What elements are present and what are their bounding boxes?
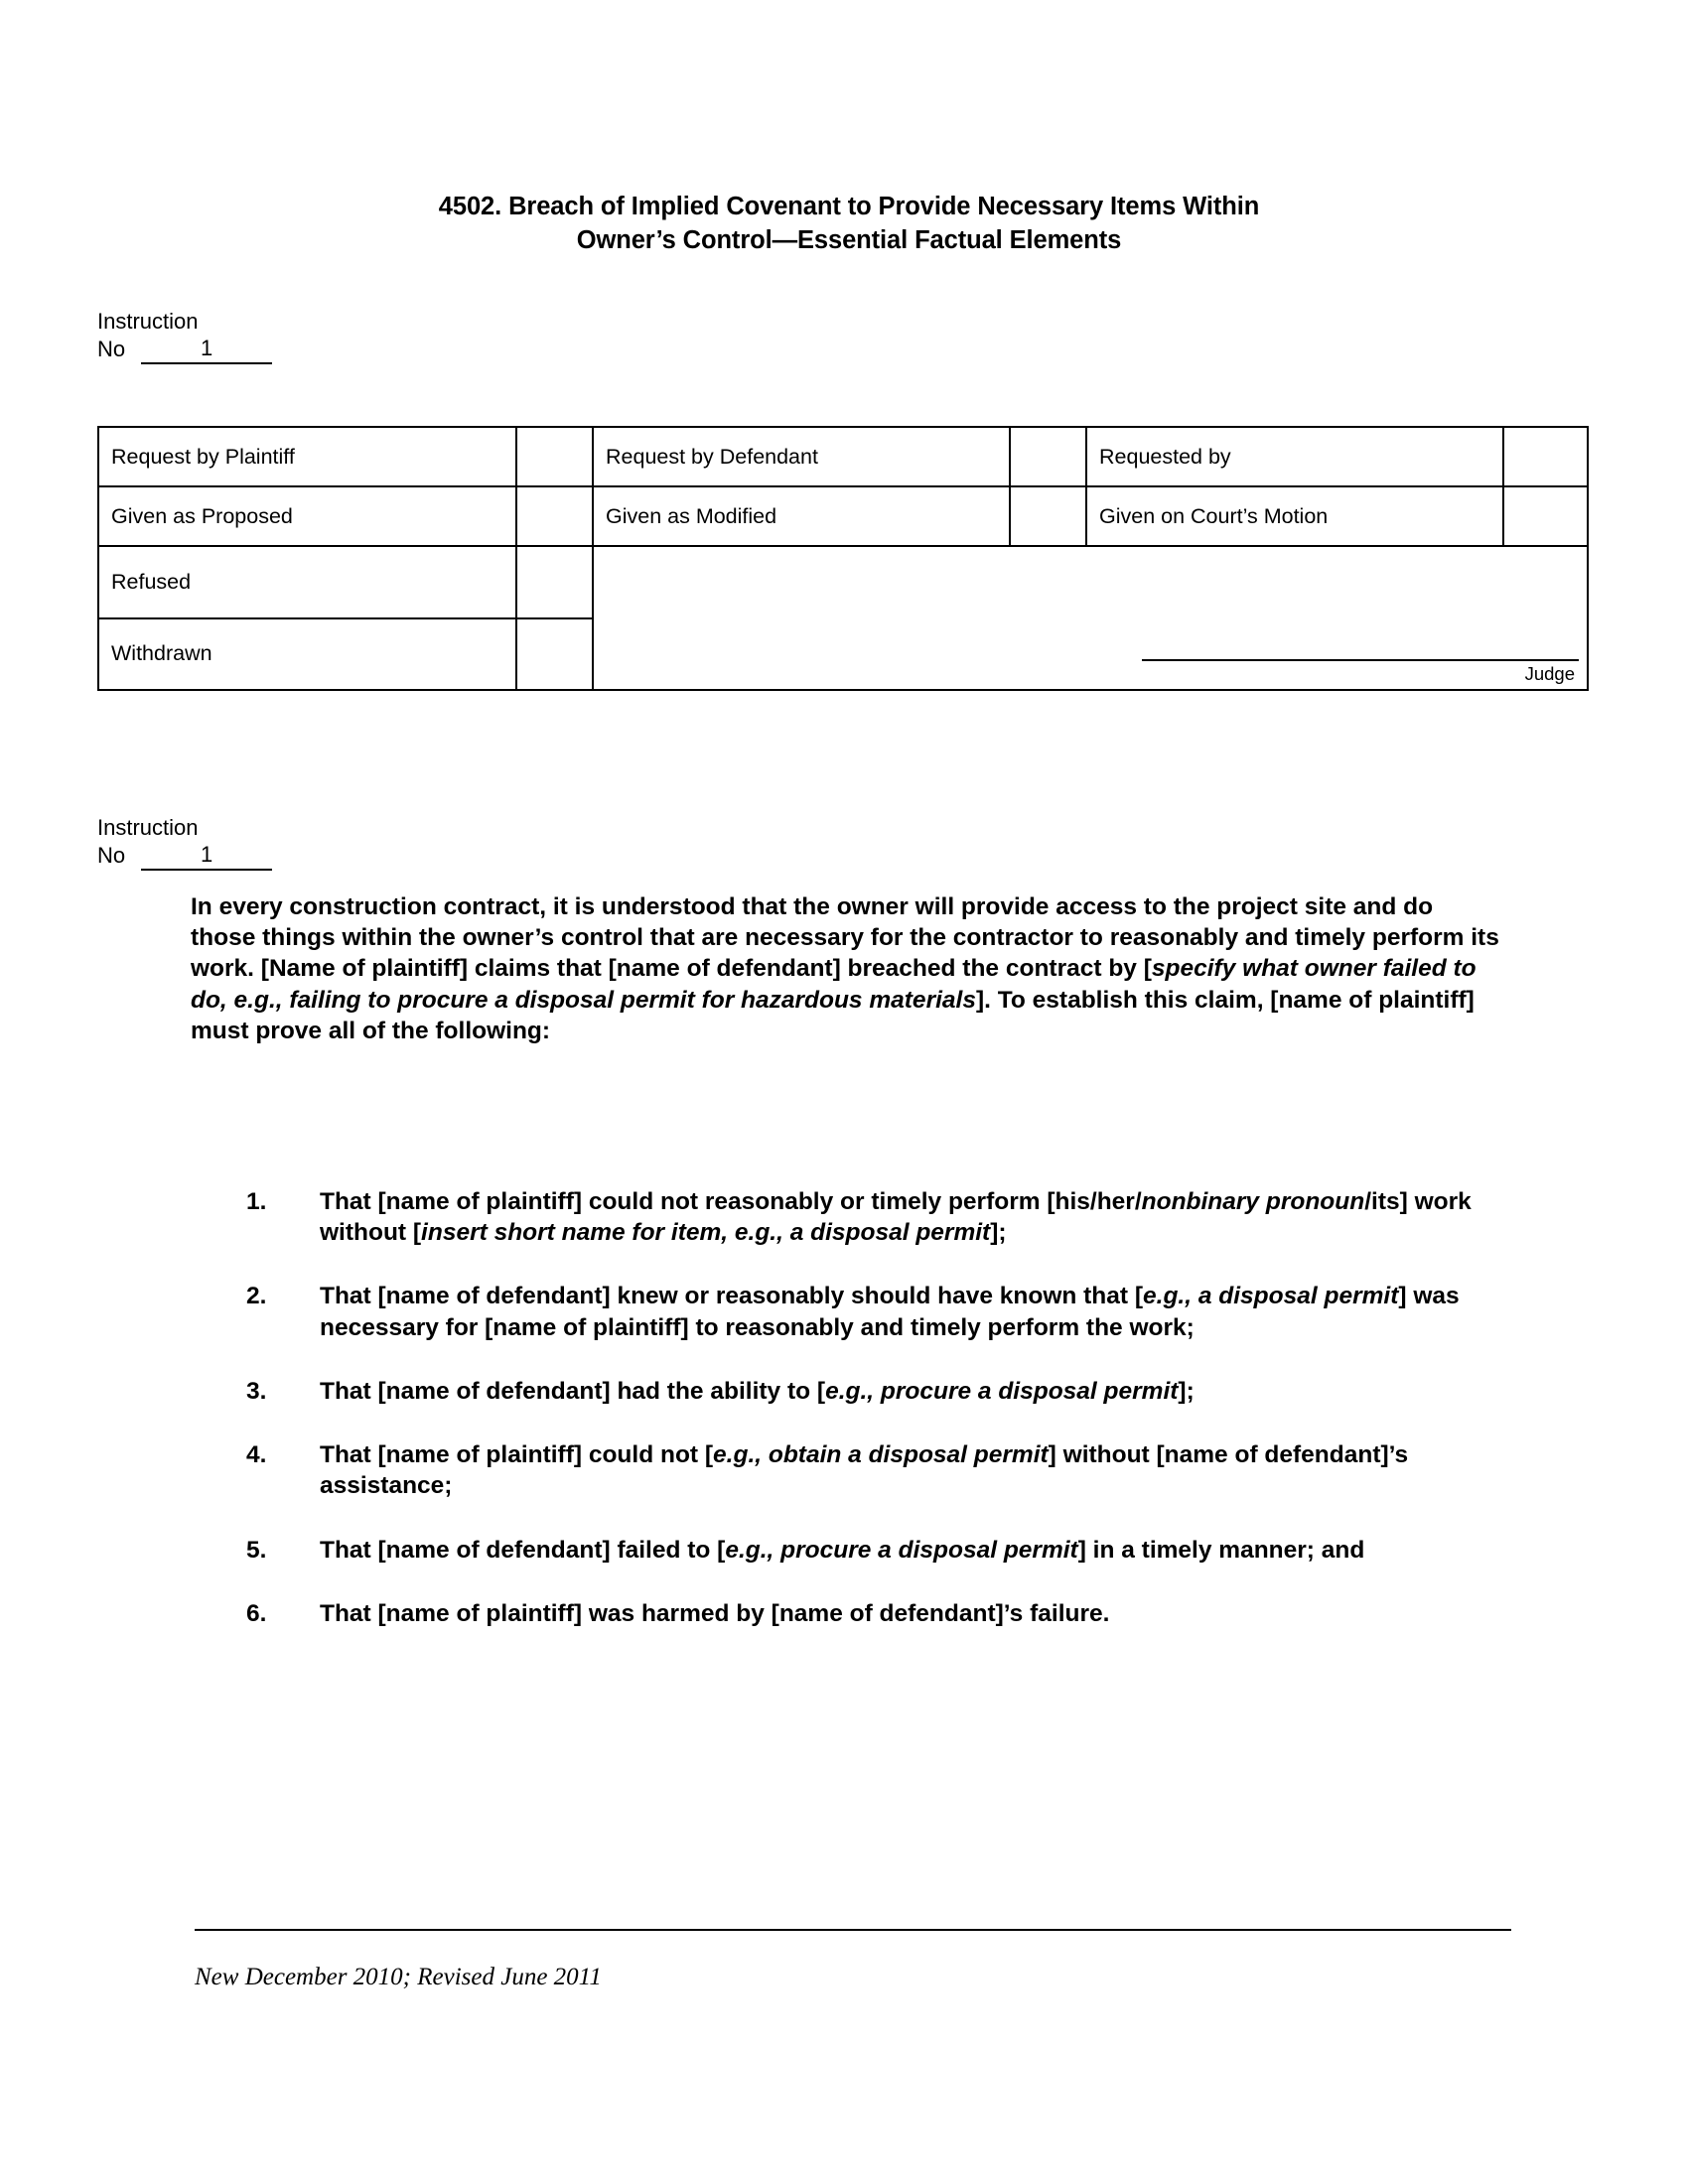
title-line-2: Owner’s Control—Essential Factual Elements xyxy=(576,225,1122,254)
judge-signature-cell xyxy=(593,546,1588,690)
cell-given-on-courts-motion: Given on Court’s Motion xyxy=(1086,486,1503,546)
essential-factual-elements-list xyxy=(191,1186,1511,1629)
cell-refused: Refused xyxy=(98,546,516,618)
instruction-label-top: Instruction xyxy=(97,309,199,334)
instruction-no-label-mid: No xyxy=(97,842,126,868)
checkbox-requested-by[interactable] xyxy=(1503,427,1588,486)
list-item xyxy=(191,1598,1511,1629)
instruction-label-mid: Instruction xyxy=(97,815,199,840)
instruction-number-top xyxy=(97,308,272,365)
table-row xyxy=(98,427,1588,486)
ruling-disposition-table xyxy=(97,426,1589,691)
cell-request-by-defendant: Request by Defendant xyxy=(593,427,1010,486)
page-title xyxy=(189,191,1509,258)
table-row xyxy=(98,486,1588,546)
cell-requested-by: Requested by xyxy=(1086,427,1503,486)
checkbox-withdrawn[interactable] xyxy=(516,618,593,691)
checkbox-request-by-plaintiff[interactable] xyxy=(516,427,593,486)
table-row xyxy=(98,546,1588,618)
list-item-number: 5. xyxy=(246,1536,267,1564)
list-item xyxy=(191,1439,1511,1501)
checkbox-given-on-courts-motion[interactable] xyxy=(1503,486,1588,546)
list-item xyxy=(191,1281,1511,1342)
list-item-number: 2. xyxy=(246,1283,267,1310)
cell-given-as-proposed: Given as Proposed xyxy=(98,486,516,546)
instruction-no-field-top[interactable]: 1 xyxy=(141,335,272,364)
list-item-text: That [name of defendant] had the ability to [e.g., procure a disposal permit]; xyxy=(320,1377,1195,1405)
title-line-1: 4502. Breach of Implied Covenant to Provide Necessary Items Within xyxy=(438,193,1260,220)
list-item xyxy=(191,1376,1511,1407)
cell-given-as-modified: Given as Modified xyxy=(593,486,1010,546)
checkbox-refused[interactable] xyxy=(516,546,593,618)
list-item-text: That [name of plaintiff] could not [e.g., obtain a disposal permit] without [name of defendant]’s assistance; xyxy=(320,1441,1409,1500)
footer-divider xyxy=(195,1929,1511,1931)
judge-signature-block xyxy=(1142,659,1579,685)
list-item-text: That [name of plaintiff] could not reasonably or timely perform [his/her/nonbinary pronoun/its] work without [insert short name for item, e.g., a disposal permit]; xyxy=(320,1188,1472,1247)
checkbox-given-as-proposed[interactable] xyxy=(516,486,593,546)
list-item xyxy=(191,1186,1511,1248)
list-item xyxy=(191,1535,1511,1566)
list-item-text: That [name of defendant] knew or reasonably should have known that [e.g., a disposal permit] was necessary for [name of plaintiff] to reasonably and timely perform the work; xyxy=(320,1283,1460,1341)
cell-withdrawn: Withdrawn xyxy=(98,618,516,691)
checkbox-request-by-defendant[interactable] xyxy=(1010,427,1086,486)
instruction-body-paragraph: In every construction contract, it is understood that the owner will provide access to the project site and do those things within the owner’s control that are necessary for the contractor to reasonably and timely perform its work. [Name of plaintiff] claims that [name of defendant] breached the contract by [specify what owner failed to do, e.g., failing to procure a disposal permit for hazardous materials]. To establish this claim, [name of plaintiff] must prove all of the following: xyxy=(191,893,1499,1044)
list-item-number: 6. xyxy=(246,1599,267,1627)
list-item-text: That [name of defendant] failed to [e.g., procure a disposal permit] in a timely manner; and xyxy=(320,1536,1365,1564)
judge-signature-label: Judge xyxy=(1524,662,1575,684)
list-item-number: 3. xyxy=(246,1377,267,1405)
revision-note: New December 2010; Revised June 2011 xyxy=(195,1964,602,1990)
instruction-no-label-top: No xyxy=(97,336,126,361)
list-item-number: 1. xyxy=(246,1188,267,1215)
instruction-no-field-mid[interactable]: 1 xyxy=(141,841,272,871)
checkbox-given-as-modified[interactable] xyxy=(1010,486,1086,546)
list-item-text: That [name of plaintiff] was harmed by [name of defendant]’s failure. xyxy=(320,1599,1110,1627)
cell-request-by-plaintiff: Request by Plaintiff xyxy=(98,427,516,486)
instruction-number-mid xyxy=(97,814,272,872)
list-item-number: 4. xyxy=(246,1441,267,1469)
